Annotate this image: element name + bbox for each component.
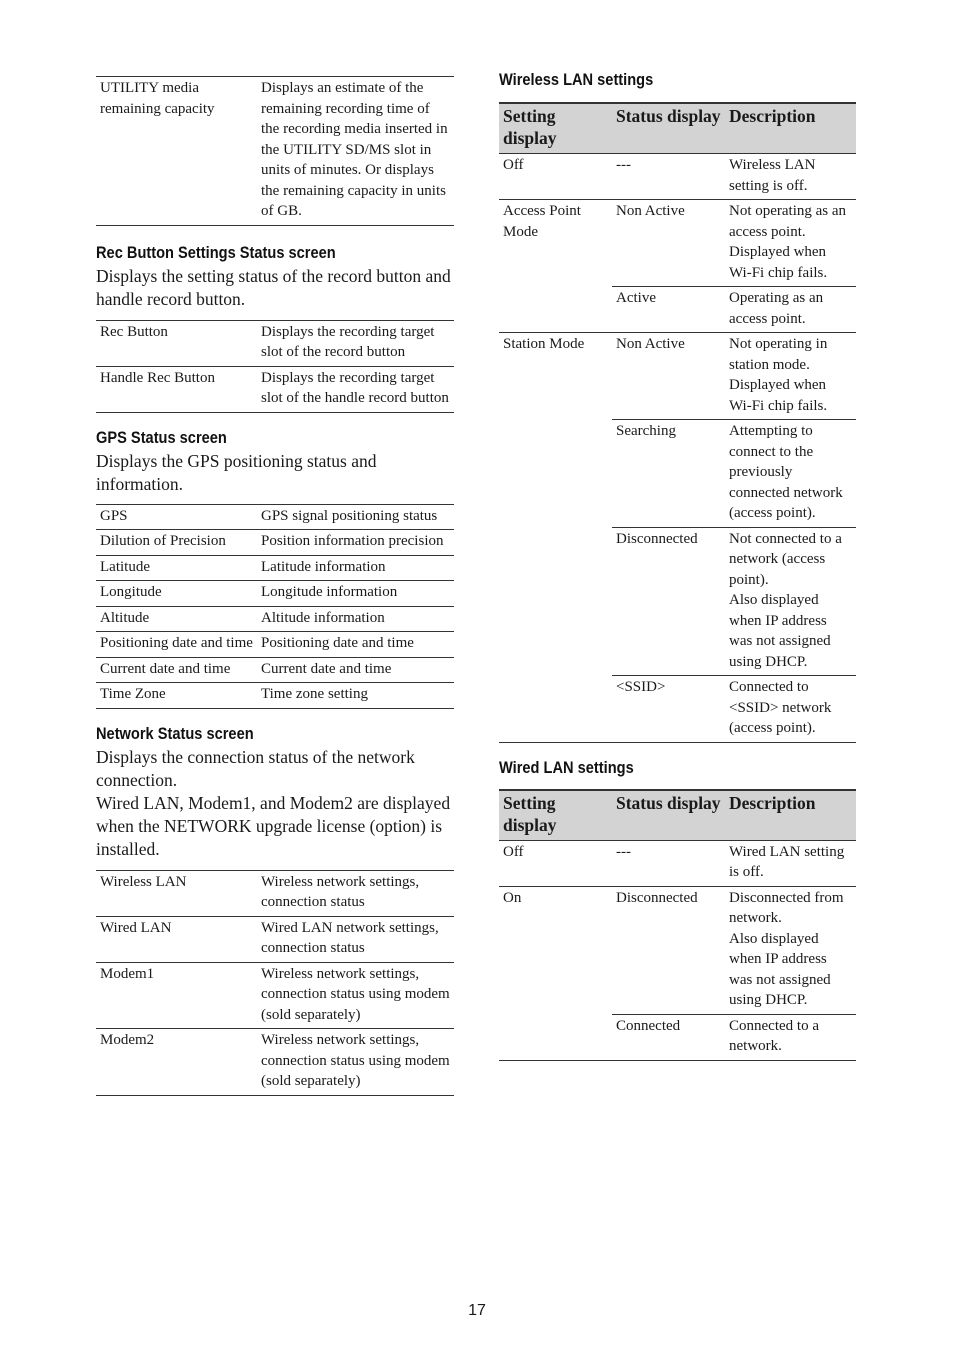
section-title: GPS Status screen xyxy=(96,427,227,447)
table-row xyxy=(96,606,454,632)
wireless-section xyxy=(499,70,856,743)
table-row xyxy=(96,683,454,709)
desc-cell: Latitude information xyxy=(257,555,454,581)
item-cell: GPS xyxy=(96,504,257,530)
table-row xyxy=(96,962,454,1029)
item-cell: Altitude xyxy=(96,606,257,632)
desc-cell: Wireless network settings, connection status using modem (sold separately) xyxy=(257,962,454,1029)
desc-cell: Altitude information xyxy=(257,606,454,632)
header-description: Description xyxy=(725,790,856,841)
header-setting-display: Setting display xyxy=(499,103,612,154)
desc-cell: Wireless network settings, connection status xyxy=(257,870,454,916)
section-description-note: Wired LAN, Modem1, and Modem2 are displayed when the NETWORK upgrade license (option) is installed. xyxy=(96,792,451,859)
setting-cell: Access Point Mode xyxy=(499,200,612,287)
table-row xyxy=(499,886,856,1014)
table-row xyxy=(499,420,856,528)
table-row xyxy=(499,333,856,420)
desc-line-note: Also displayed when IP address was not assigned using DHCP. xyxy=(729,930,831,1008)
utility-table xyxy=(96,76,454,226)
desc-cell: Wired LAN setting is off. xyxy=(725,840,856,886)
table-row xyxy=(96,870,454,916)
setting-cell xyxy=(499,676,612,743)
desc-cell: GPS signal positioning status xyxy=(257,504,454,530)
table-row xyxy=(96,530,454,556)
item-cell: Wired LAN xyxy=(96,916,257,962)
table-header-row xyxy=(499,103,856,154)
table-row xyxy=(96,916,454,962)
item-cell: Handle Rec Button xyxy=(96,366,257,412)
desc-cell: Not operating as an access point. Displayed when Wi-Fi chip fails. xyxy=(725,200,856,287)
item-cell: Modem1 xyxy=(96,962,257,1029)
section-title: Network Status screen xyxy=(96,723,254,743)
desc-cell: Wired LAN network settings, connection status xyxy=(257,916,454,962)
status-cell: Non Active xyxy=(612,200,725,287)
wired-table xyxy=(499,789,856,1061)
status-cell: Searching xyxy=(612,420,725,528)
item-cell: Rec Button xyxy=(96,320,257,366)
section-description: Displays the setting status of the record button and handle record button. xyxy=(96,265,451,309)
item-cell: Latitude xyxy=(96,555,257,581)
item-cell: Positioning date and time xyxy=(96,632,257,658)
setting-cell: On xyxy=(499,886,612,1014)
item-cell: Modem2 xyxy=(96,1029,257,1096)
item-cell: Time Zone xyxy=(96,683,257,709)
setting-cell xyxy=(499,527,612,676)
desc-cell xyxy=(725,886,856,1014)
table-row xyxy=(96,581,454,607)
rec-table xyxy=(96,320,454,413)
section-title: Wireless LAN settings xyxy=(499,70,654,89)
page-number: 17 xyxy=(468,1302,486,1319)
desc-cell xyxy=(725,527,856,676)
table-row xyxy=(96,366,454,412)
table-row xyxy=(96,504,454,530)
rec-section xyxy=(96,243,454,413)
desc-cell: Displays an estimate of the remaining recording time of the recording media inserted in the UTILITY SD/MS slot in units of minutes. Or displays the remaining capacity in units of GB. xyxy=(257,77,454,226)
status-cell: Active xyxy=(612,287,725,333)
section-title: Rec Button Settings Status screen xyxy=(96,242,336,262)
desc-cell: Current date and time xyxy=(257,657,454,683)
section-description: Displays the GPS positioning status and information. xyxy=(96,450,377,494)
left-column xyxy=(96,76,454,1096)
gps-table xyxy=(96,504,454,709)
status-cell: Connected xyxy=(612,1014,725,1060)
desc-cell: Displays the recording target slot of the handle record button xyxy=(257,366,454,412)
table-row xyxy=(499,154,856,200)
table-row xyxy=(96,1029,454,1096)
setting-cell xyxy=(499,1014,612,1060)
table-row xyxy=(499,287,856,333)
desc-cell: Not operating in station mode. Displayed when Wi-Fi chip fails. xyxy=(725,333,856,420)
desc-line: Not connected to a network (access point). xyxy=(729,530,842,588)
status-cell: <SSID> xyxy=(612,676,725,743)
desc-line: Disconnected from network. xyxy=(729,889,844,926)
setting-cell xyxy=(499,420,612,528)
table-row xyxy=(499,200,856,287)
desc-cell: Time zone setting xyxy=(257,683,454,709)
desc-line-note: Also displayed when IP address was not assigned using DHCP. xyxy=(729,592,831,670)
header-status-display: Status display xyxy=(612,103,725,154)
setting-cell: Off xyxy=(499,154,612,200)
desc-cell: Connected to a network. xyxy=(725,1014,856,1060)
desc-cell: Displays the recording target slot of the record button xyxy=(257,320,454,366)
table-row xyxy=(499,527,856,676)
header-description: Description xyxy=(725,103,856,154)
table-row xyxy=(96,77,454,226)
setting-cell: Station Mode xyxy=(499,333,612,420)
header-status-display: Status display xyxy=(612,790,725,841)
desc-cell: Longitude information xyxy=(257,581,454,607)
setting-cell xyxy=(499,287,612,333)
item-cell: Longitude xyxy=(96,581,257,607)
gps-section xyxy=(96,428,454,709)
status-cell: --- xyxy=(612,154,725,200)
desc-cell: Wireless LAN setting is off. xyxy=(725,154,856,200)
item-cell: UTILITY media remaining capacity xyxy=(96,77,257,226)
status-cell: Disconnected xyxy=(612,527,725,676)
wired-section xyxy=(499,758,856,1061)
setting-cell: Off xyxy=(499,840,612,886)
table-row xyxy=(96,320,454,366)
status-cell: Disconnected xyxy=(612,886,725,1014)
network-section xyxy=(96,724,454,1096)
section-description: Displays the connection status of the network connection. xyxy=(96,746,415,790)
status-cell: Non Active xyxy=(612,333,725,420)
section-title: Wired LAN settings xyxy=(499,757,634,777)
table-header-row xyxy=(499,790,856,841)
desc-cell: Position information precision xyxy=(257,530,454,556)
table-row xyxy=(96,632,454,658)
network-table xyxy=(96,870,454,1096)
header-setting-display: Setting display xyxy=(499,790,612,841)
desc-cell: Connected to <SSID> network (access point). xyxy=(725,676,856,743)
desc-cell: Attempting to connect to the previously connected network (access point). xyxy=(725,420,856,528)
desc-cell: Wireless network settings, connection status using modem (sold separately) xyxy=(257,1029,454,1096)
item-cell: Dilution of Precision xyxy=(96,530,257,556)
table-row xyxy=(499,1014,856,1060)
table-row xyxy=(499,840,856,886)
status-cell: --- xyxy=(612,840,725,886)
wireless-table xyxy=(499,102,856,743)
table-row xyxy=(96,657,454,683)
desc-cell: Operating as an access point. xyxy=(725,287,856,333)
desc-cell: Positioning date and time xyxy=(257,632,454,658)
item-cell: Wireless LAN xyxy=(96,870,257,916)
right-column xyxy=(499,70,856,1061)
item-cell: Current date and time xyxy=(96,657,257,683)
table-row xyxy=(499,676,856,743)
table-row xyxy=(96,555,454,581)
